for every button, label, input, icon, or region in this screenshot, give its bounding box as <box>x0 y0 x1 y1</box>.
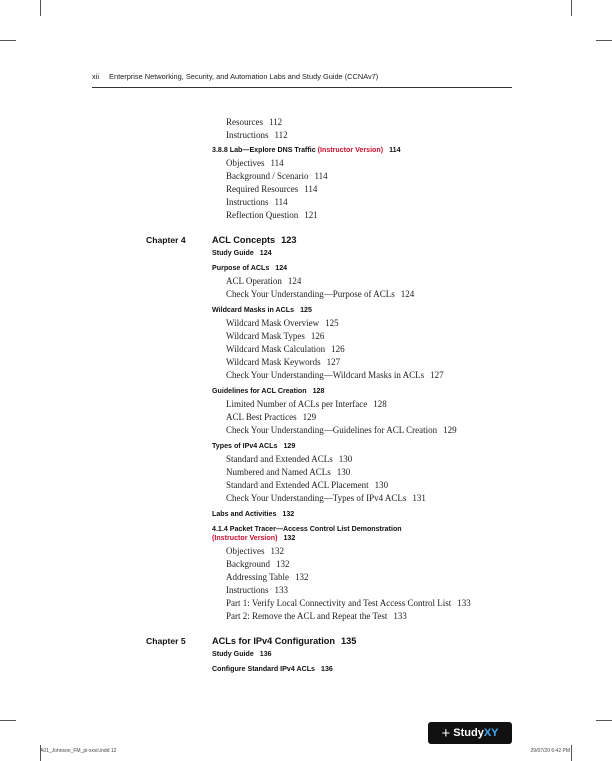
entry-page: 114 <box>274 197 288 207</box>
toc-entry <box>226 612 407 621</box>
toc-entry <box>226 599 471 608</box>
entry-text: Check Your Understanding—Wildcard Masks in ACLs <box>226 370 425 380</box>
entry-page: 132 <box>282 510 295 518</box>
entry-text: Limited Number of ACLs per Interface <box>226 399 368 409</box>
entry-page: 128 <box>373 399 387 409</box>
toc-entry <box>226 118 282 127</box>
entry-text: Guidelines for ACL Creation <box>212 387 307 395</box>
toc-entry <box>226 455 352 464</box>
studyxy-logo <box>428 722 512 744</box>
logo-brand: Study <box>453 727 484 739</box>
entry-text: Wildcard Mask Overview <box>226 318 320 328</box>
entry-text: Check Your Understanding—Guidelines for ACL Creation <box>226 425 438 435</box>
entry-text: Wildcard Mask Keywords <box>226 357 321 367</box>
toc-entry <box>226 494 426 503</box>
entry-text: Instructions <box>226 197 269 207</box>
toc-entry <box>226 332 324 341</box>
toc-entry <box>226 198 288 207</box>
entry-page: 136 <box>321 665 333 673</box>
toc-heading <box>212 250 272 257</box>
entry-page: 124 <box>287 276 302 286</box>
entry-text: Resources <box>226 117 263 127</box>
toc-entry <box>226 426 457 435</box>
entry-page: 114 <box>304 184 318 194</box>
entry-page: 130 <box>336 467 351 477</box>
entry-text: Labs and Activities <box>212 510 277 518</box>
footer-timestamp: 29/07/20 6:42 PM <box>530 748 570 754</box>
toc-entry <box>226 277 301 286</box>
chapter-label: Chapter 4 <box>146 235 186 245</box>
instructor-version-label: (Instructor Version) <box>212 534 278 542</box>
entry-page: 114 <box>389 146 401 154</box>
entry-text: ACL Concepts <box>212 235 276 245</box>
header-title: Enterprise Networking, Security, and Automation Labs and Study Guide (CCNAv7) <box>109 72 379 81</box>
toc-entry <box>226 468 350 477</box>
toc-heading <box>212 666 333 673</box>
entry-text: Wildcard Masks in ACLs <box>212 306 295 314</box>
toc-entry <box>226 319 339 328</box>
entry-page: 132 <box>270 546 284 556</box>
entry-page: 135 <box>341 636 357 646</box>
entry-page: 129 <box>443 425 457 435</box>
entry-page: 126 <box>310 331 325 341</box>
entry-text: ACLs for IPv4 Configuration <box>212 636 336 646</box>
entry-text: Wildcard Mask Types <box>226 331 305 341</box>
entry-page: 127 <box>430 370 444 380</box>
header-page-number: xii <box>92 72 99 81</box>
instructor-version-label: (Instructor Version) <box>317 146 384 154</box>
entry-page: 131 <box>412 493 426 503</box>
toc-entry <box>226 345 345 354</box>
entry-text: Standard and Extended ACL Placement <box>226 480 369 490</box>
toc-entry <box>226 547 284 556</box>
entry-text: Background / Scenario <box>226 171 309 181</box>
toc-entry <box>226 481 388 490</box>
toc-entry <box>226 159 284 168</box>
entry-text: Check Your Understanding—Purpose of ACLs <box>226 289 395 299</box>
toc-entry <box>226 400 387 409</box>
entry-text: Objectives <box>226 158 265 168</box>
toc-heading <box>212 388 324 395</box>
toc-chapter-title <box>212 236 296 245</box>
entry-page: 129 <box>283 442 296 450</box>
entry-page: 129 <box>302 412 317 422</box>
chapter-label: Chapter 5 <box>146 636 186 646</box>
logo-brand-accent: XY <box>483 727 499 739</box>
entry-text: 3.8.8 Lab—Explore DNS Traffic <box>212 146 318 154</box>
entry-text: Types of IPv4 ACLs <box>212 442 278 450</box>
entry-text: Part 1: Verify Local Connectivity and Test Access Control List <box>226 598 452 608</box>
toc-lab-heading-cont <box>212 535 295 542</box>
toc-entry <box>226 211 318 220</box>
entry-page: 136 <box>259 650 272 658</box>
entry-page: 123 <box>281 235 297 245</box>
entry-page: 132 <box>276 559 290 569</box>
entry-page: 112 <box>269 117 283 127</box>
entry-page: 124 <box>400 289 415 299</box>
toc-entry <box>226 358 340 367</box>
toc-entry <box>226 371 444 380</box>
toc-heading <box>212 651 272 658</box>
entry-text: ACL Operation <box>226 276 282 286</box>
toc-heading <box>212 511 294 518</box>
toc-entry <box>226 573 308 582</box>
entry-page: 124 <box>275 264 288 272</box>
toc-entry <box>226 185 317 194</box>
entry-text: Configure Standard IPv4 ACLs <box>212 665 316 673</box>
entry-text: Instructions <box>226 585 269 595</box>
toc-entry <box>226 560 290 569</box>
entry-page: 130 <box>338 454 353 464</box>
entry-text: Study Guide <box>212 650 254 658</box>
entry-page: 114 <box>314 171 328 181</box>
toc-heading <box>212 265 287 272</box>
entry-page: 127 <box>326 357 341 367</box>
entry-page: 125 <box>325 318 339 328</box>
entry-text: Wildcard Mask Calculation <box>226 344 326 354</box>
entry-text: 4.1.4 Packet Tracer—Access Control List Demonstration <box>212 525 402 533</box>
entry-text: Required Resources <box>226 184 299 194</box>
entry-page: 125 <box>300 306 312 314</box>
plus-icon: + <box>441 724 451 742</box>
entry-text: Background <box>226 559 270 569</box>
toc-entry <box>226 290 414 299</box>
entry-text: Addressing Table <box>226 572 289 582</box>
toc-entry <box>226 586 288 595</box>
entry-page: 126 <box>331 344 345 354</box>
entry-page: 132 <box>283 534 296 542</box>
entry-page: 133 <box>457 598 471 608</box>
entry-text: Purpose of ACLs <box>212 264 270 272</box>
toc-chapter-title <box>212 637 356 646</box>
entry-page: 130 <box>374 480 389 490</box>
entry-text: Objectives <box>226 546 265 556</box>
entry-page: 114 <box>270 158 284 168</box>
toc-entry <box>226 172 328 181</box>
entry-page: 112 <box>274 130 288 140</box>
toc-lab-heading <box>212 147 401 154</box>
entry-text: Standard and Extended ACLs <box>226 454 333 464</box>
entry-page: 128 <box>312 387 325 395</box>
toc-lab-heading <box>212 526 402 533</box>
entry-text: ACL Best Practices <box>226 412 297 422</box>
entry-page: 121 <box>304 210 318 220</box>
entry-text: Check Your Understanding—Types of IPv4 ACLs <box>226 493 407 503</box>
toc-entry <box>226 131 288 140</box>
entry-text: Instructions <box>226 130 269 140</box>
toc-entry <box>226 413 316 422</box>
entry-text: Part 2: Remove the ACL and Repeat the Test <box>226 611 388 621</box>
toc-heading <box>212 307 312 314</box>
footer-file: A01_Johnson_FM_pi-xxxii.indd 12 <box>40 748 117 754</box>
entry-page: 124 <box>259 249 272 257</box>
entry-text: Numbered and Named ACLs <box>226 467 331 477</box>
entry-page: 132 <box>294 572 309 582</box>
entry-page: 133 <box>274 585 288 595</box>
entry-text: Study Guide <box>212 249 254 257</box>
entry-page: 133 <box>393 611 407 621</box>
entry-text: Reflection Question <box>226 210 299 220</box>
toc-heading <box>212 443 295 450</box>
